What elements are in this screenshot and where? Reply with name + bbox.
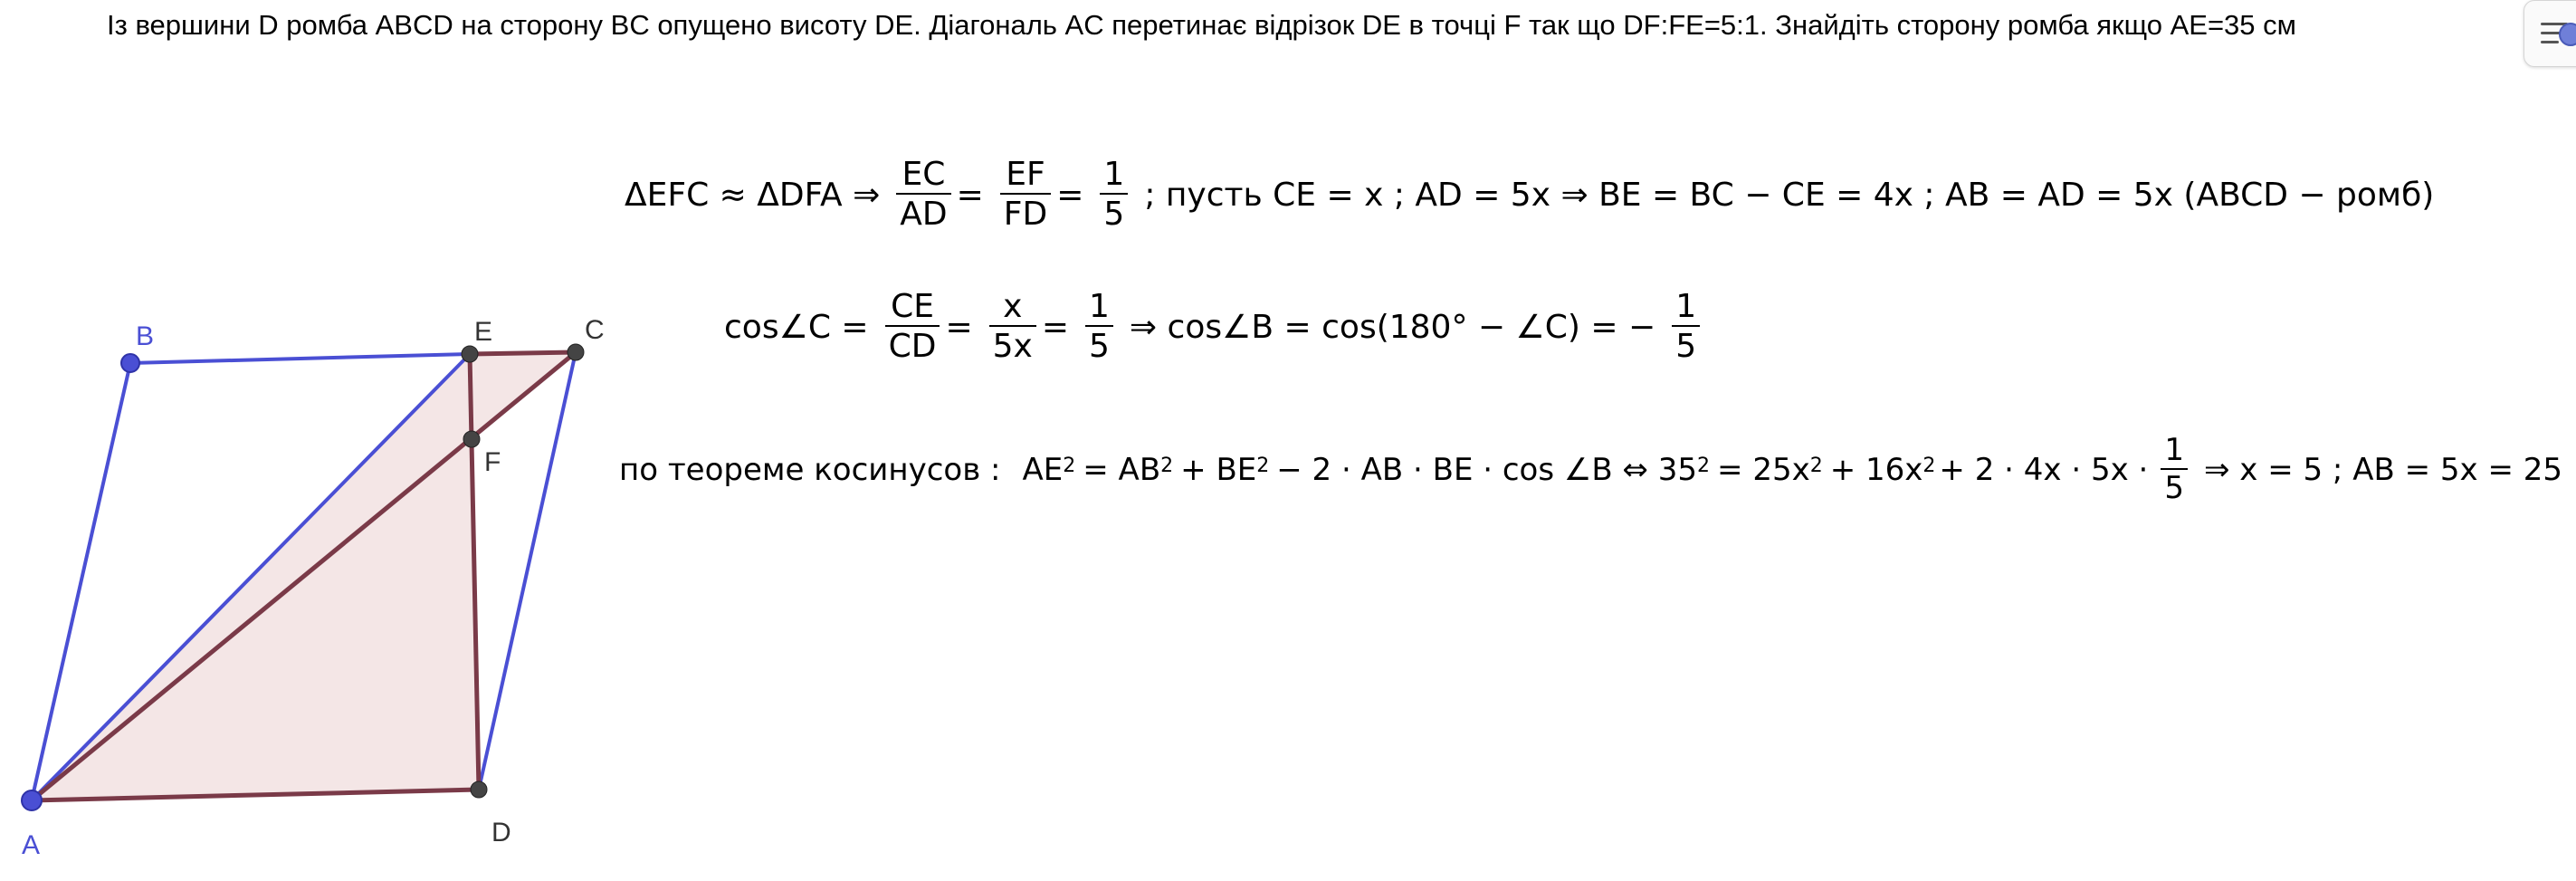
cos-b-expression: ⇒ cos∠B = cos(180° − ∠C) = − (1129, 308, 1656, 346)
term-16x: + 16x (1829, 451, 1923, 488)
problem-statement: Із вершини D ромба ABCD на сторону BC опущено висоту DE. Діагональ AC перетинає відрізок DE в точці F так що DF:FE=5:1. Знайдіть сторону ромба якщо AE=35 см (107, 9, 2296, 41)
side-EC (470, 352, 576, 354)
equals-sign: = (1056, 176, 1084, 214)
cos-term: − 2 · AB · BE · cos ∠B ⇔ 35 (1276, 451, 1698, 488)
point-B[interactable] (121, 354, 139, 372)
exponent: 2 (1697, 455, 1711, 478)
line1-rest: ; пусть CE = x ; AD = 5x ⇒ BE = BC − CE = 4x ; AB = AD = 5x (ABCD − ромб) (1144, 176, 2435, 214)
equation-line-2 (724, 288, 1705, 367)
equals-sign: = (956, 176, 984, 214)
point-E[interactable] (462, 346, 478, 362)
fraction-x-5x: $\frac{x}{5x}$ (989, 288, 1036, 367)
exponent: 2 (1256, 455, 1270, 478)
fraction-ec-ad: $\frac{EC}{AD}$ (896, 156, 950, 235)
point-A[interactable] (22, 790, 42, 810)
exponent: 2 (1922, 455, 1936, 478)
label-C: C (585, 315, 605, 345)
answer: ⇒ x = 5 ; AB = 5x = 25 (2203, 451, 2562, 488)
point-F[interactable] (463, 431, 480, 447)
fraction-ce-cd: $\frac{CE}{CD}$ (885, 288, 940, 367)
term-25x: = 25x (1717, 451, 1810, 488)
label-E: E (474, 317, 493, 347)
label-D: D (491, 818, 511, 847)
equation-line-1 (625, 156, 2434, 235)
ae-term: AE (1022, 451, 1064, 488)
fraction-one-fifth: $\frac{1}{5}$ (1672, 288, 1700, 367)
equation-line-3 (619, 433, 2562, 507)
cosine-theorem-label: по теореме косинусов : (619, 451, 1001, 488)
point-C[interactable] (568, 344, 584, 360)
cos-c-label: cos∠C = (724, 308, 869, 346)
product-term: + 2 · 4x · 5x · (1939, 451, 2149, 488)
label-F: F (484, 447, 501, 477)
equals-sign: = (1041, 308, 1070, 346)
equals-sign: = (945, 308, 973, 346)
exponent: 2 (1063, 455, 1076, 478)
fraction-one-fifth: $\frac{1}{5}$ (1100, 156, 1128, 235)
fraction-one-fifth: $\frac{1}{5}$ (2161, 433, 2188, 507)
exponent: 2 (1160, 455, 1174, 478)
ab-term: = AB (1083, 451, 1161, 488)
fraction-one-fifth: $\frac{1}{5}$ (1085, 288, 1113, 367)
label-B: B (136, 321, 155, 351)
fraction-ef-fd: $\frac{EF}{FD}$ (1000, 156, 1051, 235)
be-term: + BE (1180, 451, 1257, 488)
exponent: 2 (1809, 455, 1823, 478)
side-BE (130, 354, 470, 363)
similarity-statement: ΔEFC ≈ ΔDFA ⇒ (625, 176, 881, 214)
point-D[interactable] (471, 781, 487, 798)
label-A: A (22, 830, 41, 860)
